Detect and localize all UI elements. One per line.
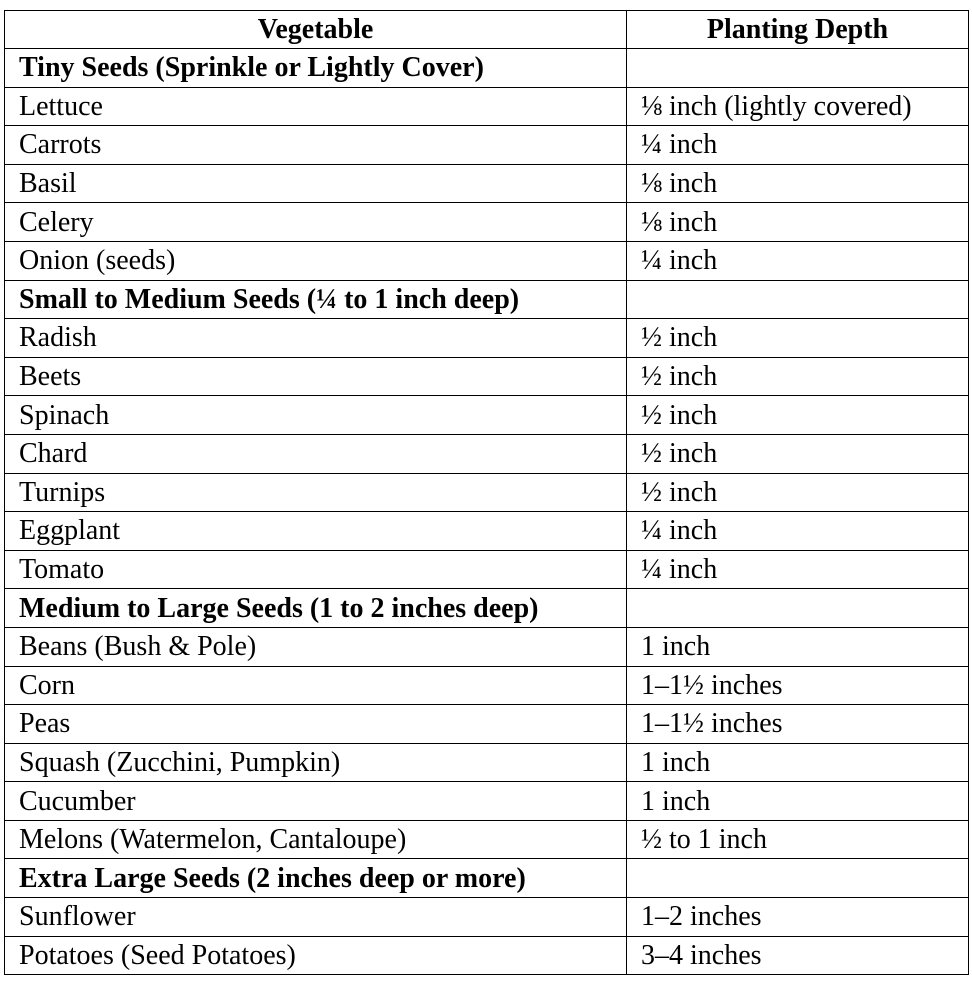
planting-depth-cell bbox=[627, 49, 969, 88]
vegetable-cell: Cucumber bbox=[5, 782, 627, 821]
planting-depth-cell: 1–1½ inches bbox=[627, 666, 969, 705]
vegetable-cell: Corn bbox=[5, 666, 627, 705]
table-row bbox=[5, 126, 969, 165]
planting-depth-cell: ½ inch bbox=[627, 434, 969, 473]
table-row bbox=[5, 87, 969, 126]
table-row bbox=[5, 473, 969, 512]
planting-depth-cell: 1–1½ inches bbox=[627, 705, 969, 744]
group-row bbox=[5, 859, 969, 898]
vegetable-cell: Celery bbox=[5, 203, 627, 242]
planting-depth-cell: 3–4 inches bbox=[627, 936, 969, 975]
vegetable-cell: Carrots bbox=[5, 126, 627, 165]
table-row bbox=[5, 820, 969, 859]
planting-depth-cell: ¼ inch bbox=[627, 550, 969, 589]
table-row bbox=[5, 782, 969, 821]
table-row bbox=[5, 319, 969, 358]
table-row bbox=[5, 357, 969, 396]
planting-depth-cell: 1 inch bbox=[627, 782, 969, 821]
group-heading-cell: Small to Medium Seeds (¼ to 1 inch deep) bbox=[5, 280, 627, 319]
header-vegetable: Vegetable bbox=[5, 11, 627, 49]
vegetable-cell: Potatoes (Seed Potatoes) bbox=[5, 936, 627, 975]
table-row bbox=[5, 512, 969, 551]
planting-depth-cell: ¼ inch bbox=[627, 126, 969, 165]
vegetable-cell: Peas bbox=[5, 705, 627, 744]
planting-depth-cell: ⅛ inch bbox=[627, 203, 969, 242]
planting-depth-cell bbox=[627, 589, 969, 628]
vegetable-cell: Basil bbox=[5, 164, 627, 203]
table-row bbox=[5, 743, 969, 782]
vegetable-cell: Beets bbox=[5, 357, 627, 396]
planting-depth-cell: 1 inch bbox=[627, 743, 969, 782]
vegetable-cell: Spinach bbox=[5, 396, 627, 435]
planting-depth-cell: ⅛ inch bbox=[627, 164, 969, 203]
planting-depth-cell: ½ inch bbox=[627, 357, 969, 396]
table-row bbox=[5, 434, 969, 473]
planting-depth-cell: ½ inch bbox=[627, 319, 969, 358]
planting-depth-cell: ½ inch bbox=[627, 473, 969, 512]
table-row bbox=[5, 666, 969, 705]
vegetable-cell: Radish bbox=[5, 319, 627, 358]
vegetable-cell: Onion (seeds) bbox=[5, 241, 627, 280]
table-row bbox=[5, 705, 969, 744]
planting-depth-cell bbox=[627, 859, 969, 898]
planting-depth-cell: ½ to 1 inch bbox=[627, 820, 969, 859]
vegetable-cell: Squash (Zucchini, Pumpkin) bbox=[5, 743, 627, 782]
table-row bbox=[5, 203, 969, 242]
group-heading-cell: Tiny Seeds (Sprinkle or Lightly Cover) bbox=[5, 49, 627, 88]
planting-depth-cell bbox=[627, 280, 969, 319]
group-heading-cell: Extra Large Seeds (2 inches deep or more) bbox=[5, 859, 627, 898]
table-row bbox=[5, 627, 969, 666]
table-row bbox=[5, 550, 969, 589]
group-row bbox=[5, 49, 969, 88]
planting-depth-cell: 1–2 inches bbox=[627, 898, 969, 937]
group-row bbox=[5, 280, 969, 319]
header-planting-depth: Planting Depth bbox=[627, 11, 969, 49]
table-row bbox=[5, 898, 969, 937]
group-heading-cell: Medium to Large Seeds (1 to 2 inches deep) bbox=[5, 589, 627, 628]
table-row bbox=[5, 164, 969, 203]
planting-depth-cell: ½ inch bbox=[627, 396, 969, 435]
vegetable-cell: Lettuce bbox=[5, 87, 627, 126]
group-row bbox=[5, 589, 969, 628]
vegetable-cell: Sunflower bbox=[5, 898, 627, 937]
planting-depth-cell: ¼ inch bbox=[627, 241, 969, 280]
table-row bbox=[5, 241, 969, 280]
vegetable-cell: Melons (Watermelon, Cantaloupe) bbox=[5, 820, 627, 859]
planting-depth-cell: 1 inch bbox=[627, 627, 969, 666]
vegetable-cell: Turnips bbox=[5, 473, 627, 512]
vegetable-cell: Beans (Bush & Pole) bbox=[5, 627, 627, 666]
planting-depth-cell: ¼ inch bbox=[627, 512, 969, 551]
vegetable-cell: Chard bbox=[5, 434, 627, 473]
table-row bbox=[5, 936, 969, 975]
table-body bbox=[5, 49, 969, 975]
planting-depth-table bbox=[4, 10, 969, 975]
planting-depth-cell: ⅛ inch (lightly covered) bbox=[627, 87, 969, 126]
vegetable-cell: Eggplant bbox=[5, 512, 627, 551]
header-row bbox=[5, 11, 969, 49]
table-row bbox=[5, 396, 969, 435]
vegetable-cell: Tomato bbox=[5, 550, 627, 589]
